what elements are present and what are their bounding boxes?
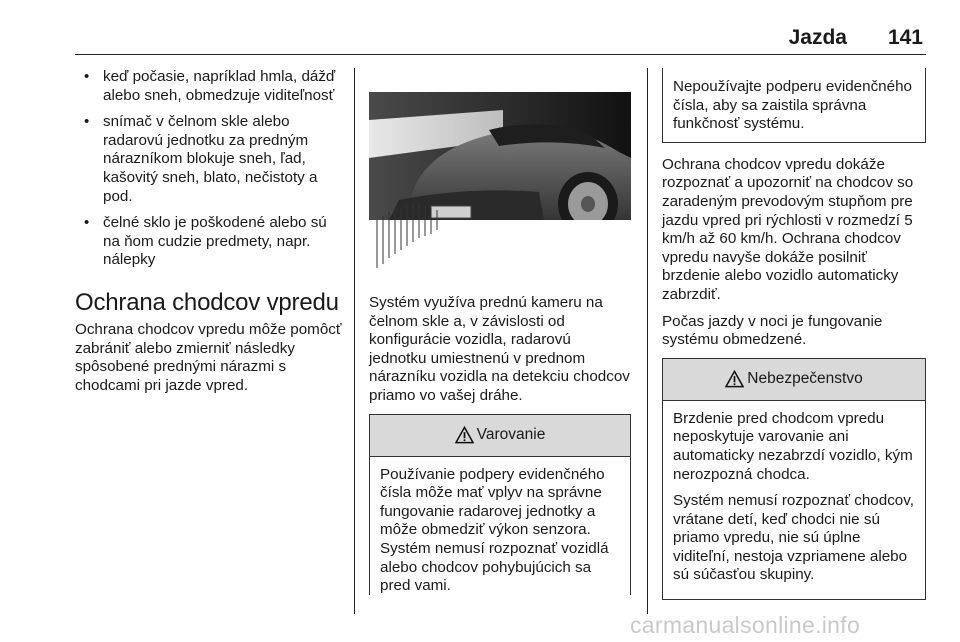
danger-title: Nebezpečenstvo (747, 369, 863, 387)
list-item: • čelné sklo je poškodené alebo sú na ňom cudzie predmety, napr. nálepky (75, 214, 347, 270)
section-heading: Ochrana chodcov vpredu (75, 288, 339, 316)
note-text: Nepoužívajte podperu evidenčného čísla, aby sa zaistila správna funkčnosť systému. (673, 78, 912, 133)
danger-header (663, 359, 925, 401)
chapter-title: Jazda (788, 26, 847, 49)
page-header (75, 26, 925, 54)
column-3 (662, 68, 926, 600)
list-item: • keď počasie, napríklad hmla, dážď alebo sneh, obmedzuje viditeľnosť (75, 68, 347, 105)
danger-text-1: Brzdenie pred chodcom vpredu neposkytuje varovanie ani automaticky nezabrzdí vozidlo, kým nerozpozná chodca. (673, 409, 913, 483)
warning-title: Varovanie (476, 425, 546, 443)
column-divider-1 (354, 68, 355, 614)
danger-text-2: Systém nemusí rozpoznať chodcov, vrátane detí, keď chodci nie sú priamo vpredu, nie sú úplne viditeľní, nestoja vzpriamene alebo sú súčasťou skupiny. (673, 492, 914, 584)
car-illustration-svg (369, 92, 631, 276)
paragraph: Počas jazdy v noci je fungovanie systému obmedzené. (662, 312, 883, 349)
figure-caption: Systém využíva prednú kameru na čelnom skle a, v závislosti od konfigurácie vozidla, radarovú jednotku umiestnenú v prednom nárazníku vozidla na detekciu chodcov priamo vo vašej dráhe. (369, 294, 630, 404)
warning-body (370, 457, 630, 610)
watermark: carmanualsonline.info (630, 612, 861, 638)
header-rule (75, 54, 926, 55)
warning-text: Používanie podpery evidenčného čísla môže mať vplyv na správne fungovanie radarovej jednotky a môže obmedziť výkon senzora. Systém nemusí rozpoznať vozidlá alebo chodcov pohybujúcich sa pred vami. (380, 465, 609, 595)
paragraph: Ochrana chodcov vpredu dokáže rozpoznať a upozorniť na chodcov so zaradeným prevodovým stupňom pre jazdu vpred pri rýchlosti v rozmedzí 5 km/h až 60 km/h. Ochrana chodcov vpredu navyše dokáže posilniť brzdenie alebo vozidlo automaticky zabrzdiť. (662, 155, 914, 303)
warning-triangle-icon (455, 426, 474, 444)
warning-triangle-icon (725, 370, 744, 388)
danger-box (662, 358, 926, 600)
intro-paragraph: Ochrana chodcov vpredu môže pomôcť zabrániť alebo zmierniť následky spôsobené prednými nárazmi s chodcami pri jazde vpred. (75, 320, 342, 394)
column-divider-2 (647, 68, 648, 614)
condition-list (75, 68, 347, 270)
warning-header (370, 415, 630, 457)
column-2 (369, 92, 631, 595)
list-item: • snímač v čelnom skle alebo radarovú jednotku za predným nárazníkom blokuje sneh, ľad, kašovitý sneh, blato, nečistoty a pod. (75, 113, 347, 206)
page-number: 141 (887, 26, 923, 49)
column-1 (75, 68, 347, 403)
note-box-continued (662, 68, 926, 143)
warning-box (369, 414, 631, 595)
car-sensor-illustration (369, 92, 631, 276)
danger-body (663, 401, 925, 599)
